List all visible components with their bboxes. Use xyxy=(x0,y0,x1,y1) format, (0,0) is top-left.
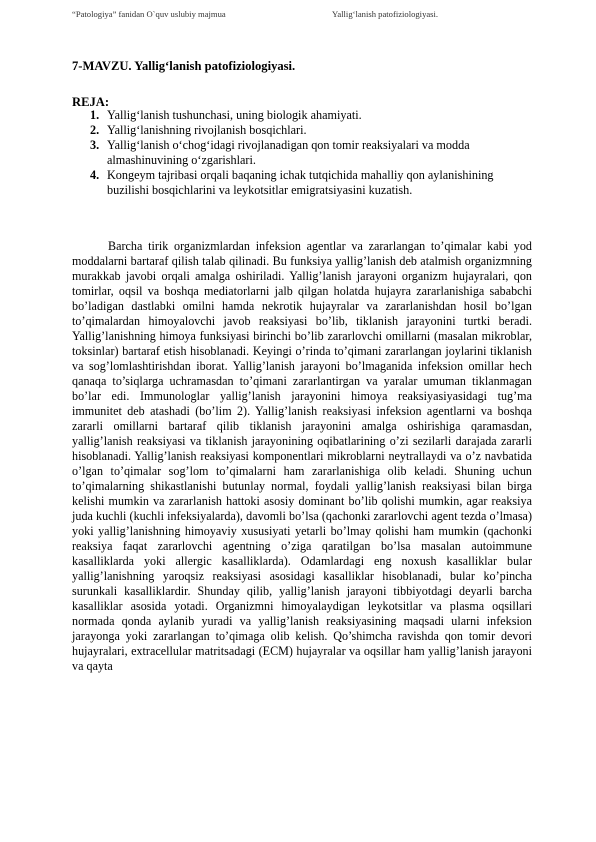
plan-item xyxy=(90,168,510,198)
plan-item-number: 2. xyxy=(90,123,100,137)
header-topic-title: Yallig‘lanish patofiziologiyasi. xyxy=(332,9,439,19)
plan-item-text: Yallig‘lanish tushunchasi, uning biologik ahamiyati. xyxy=(107,108,362,122)
header-course-title: “Patologiya” fanidan O`quv uslubiy majmua xyxy=(72,9,226,19)
plan-list xyxy=(90,108,510,198)
running-header xyxy=(72,9,532,23)
topic-title: 7-MAVZU. Yallig‘lanish patofiziologiyasi. xyxy=(72,59,296,73)
plan-item-number: 1. xyxy=(90,108,100,122)
plan-item xyxy=(90,108,510,123)
plan-item-number: 3. xyxy=(90,138,100,152)
plan-item xyxy=(90,138,510,168)
plan-label: REJA: xyxy=(72,95,110,109)
plan-item xyxy=(90,123,510,138)
plan-item-text: Kongeym tajribasi orqali baqaning ichak tutqichida mahalliy qon aylanishining buzilishi bosqichlarini va leykotsitlar emigratsiyasini kuzatish. xyxy=(107,168,494,197)
body-paragraph: Barcha tirik organizmlardan infeksion agentlar va zararlangan to’qimalar kabi yod moddalarni bartaraf qilish talab qilinadi. Bu funksiya yallig’lanish deb atalmish organizmning murakkab javobi orqali amalga oshiriladi. Yallig’lanish jarayoni organizm hujayralari, qon tomirlar, oqsil va boshqa mediatorlarni jalb qilgan holatda hujayra zararlanishiga sababchi bo’ladigan dastlabki omilni hamda nekrotik hujayralar va zararlanishdan hosil bo’lgan to’qimalardan himoyalovchi javob reaksiyasi bo’lib, tiklanish jarayonini turtki beradi. Yallig’lanishning himoya funksiyasi birinchi bo’lib zararlovchi omillarni (masalan mikroblar, toksinlar) bartaraf etish hisoblanadi. Keyingi o’rinda to’qimani zararlangan joylarini tiklanish va sog’lomlashtirishdan iborat. Yallig’lanish jarayoni bo’lmaganida infeksion omillar hech qanaqa to’siqlarga uchramasdan to’qimani zararlantirgan va yaralar umuman tiklanmagan bo’lar edi. Immunologlar yallig’lanish jarayonini himoya reaksiyasiyasidagi tug’ma immunitet deb atashadi (bo’lim 2). Yallig’lanish reaksiyasi infeksion agentlarni va boshqa zararli omillarni bartaraf qilib tiklanish jarayonini amalga oshirishiga qaramasdan, yallig’lanish reaksiyasi va tiklanish jarayonining oqibatlarining o’zi sezilarli darajada zararli hisoblanadi. Yallig’lanish reaksiyasi komponentlari mikroblarni neytrallaydi va o’z navbatida o’lgan to’qimalar sog’lom to’qimalarni ham zararlanishiga olib keladi. Shuning uchun to’qimalarning shikastlanishi butunlay normal, foydali yallig’lanish reaksiyasi bilan birga kelishi mumkin va zararlanish hattoki asosiy dominant bo’lib qolishi mumkin, agar reaksiya juda kuchli (kuchli infeksiyalarda), davomli bo’lsa (qachonki zararlovchi agent tezda o’lmasa) yoki yallig’lanishning himoyaviy xususiyati yetarli bo’lmay qolishi ham mumkin (qachonki reaksiya faqat zararlovchi agentning o’ziga qaratilgan bo’lsa masalan autoimmune kasalliklarda yoki allergic kasalliklarda). Odamlardagi eng noxush kasalliklar bular yallig’lanishning yaroqsiz reaksiyasi asosidagi kasalliklar hisoblanadi, bular ko’pincha surunkali kasalliklardir. Shunday qilib, yallig’lanish jarayoni tibbiyotdagi deyarli barcha kasalliklar asosida yotadi. Organizmni himoyalaydigan leykotsitlar va plasma oqsillari normada qonda aylanib yuradi va yallig’lanish reaksiyasining maqsadi ularni infeksion jarayonga yoki zararlangan to’qimaga olib kelish. Qo’shimcha ravishda qon tomir devori hujayralari, extracellular matritsadagi (ECM) hujayralar va oqsillar ham yallig’lanish jarayoni va qayta xyxy=(72,239,532,673)
plan-item-text: Yallig‘lanish o‘chog‘idagi rivojlanadigan qon tomir reaksiyalari va modda almashinuvining o‘zgarishlari. xyxy=(107,138,470,167)
plan-item-number: 4. xyxy=(90,168,100,182)
plan-item-text: Yallig‘lanishning rivojlanish bosqichlari. xyxy=(107,123,307,137)
